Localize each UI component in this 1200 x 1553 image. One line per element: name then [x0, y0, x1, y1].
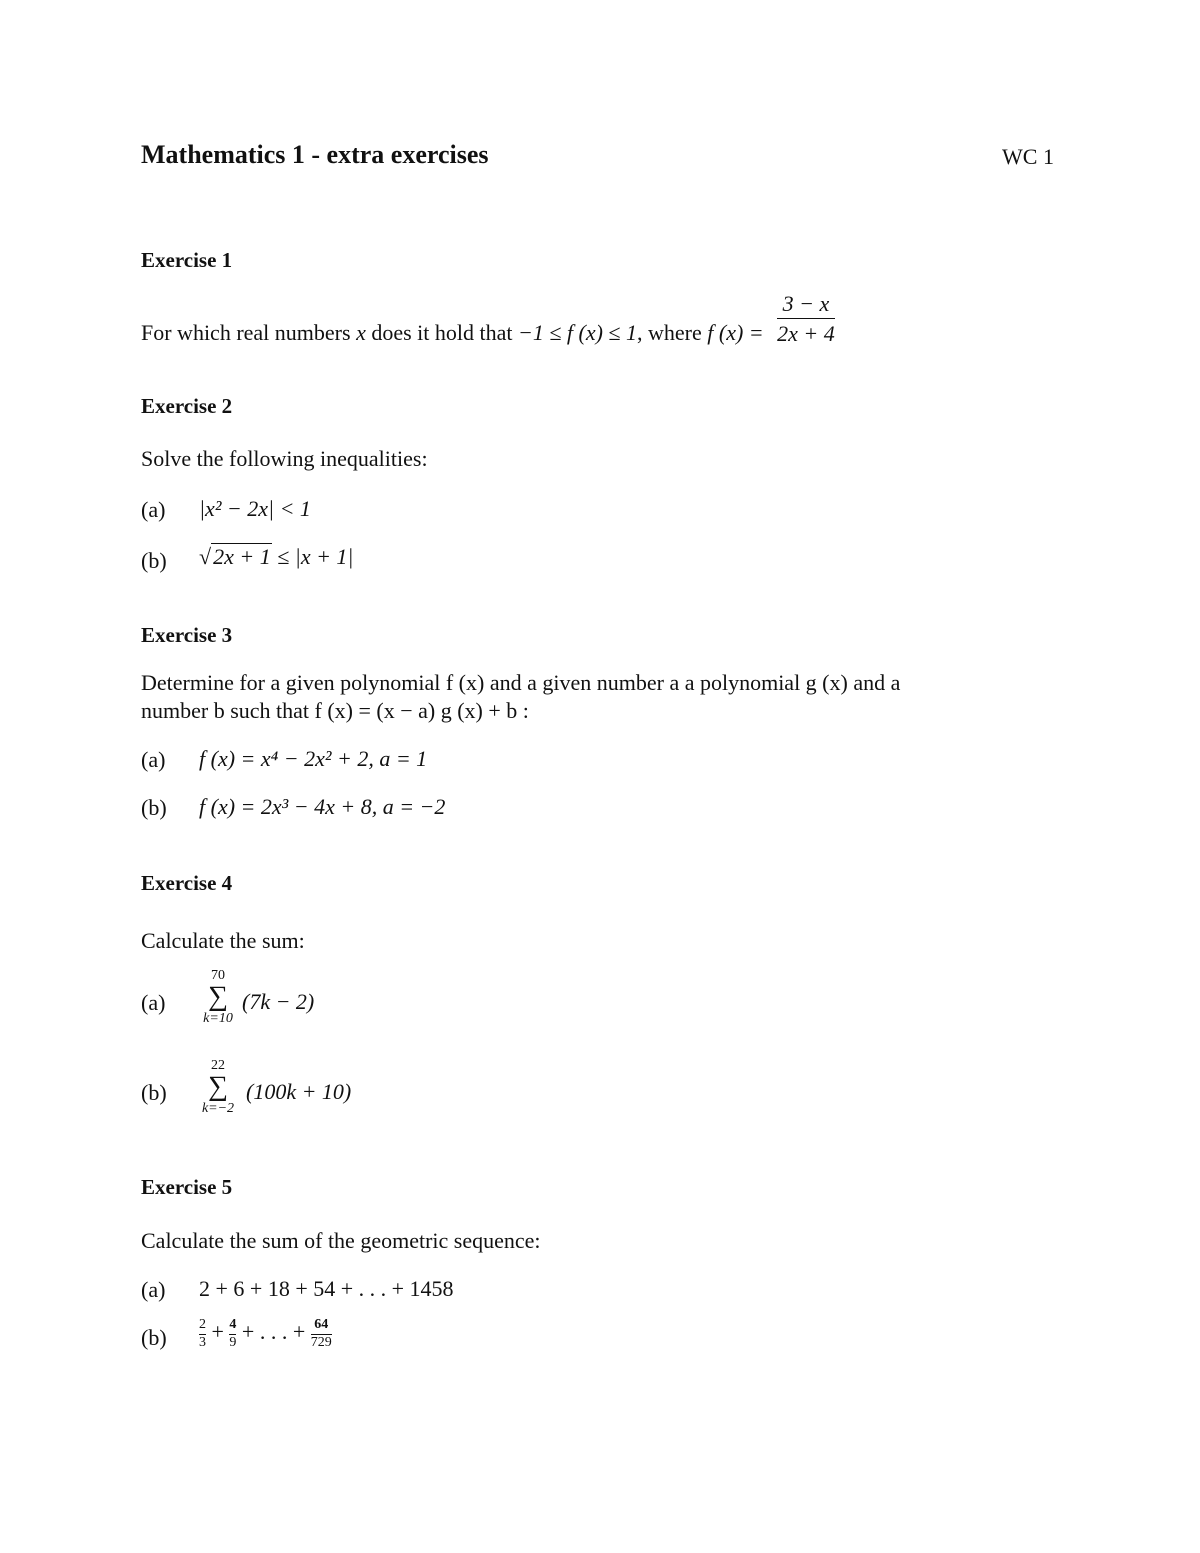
fraction-two-thirds	[199, 1318, 206, 1350]
sum-upper-limit: 70	[211, 968, 225, 983]
exercise-4-sum-a	[196, 968, 240, 1027]
fraction-denominator: 3	[199, 1334, 206, 1350]
fraction-numerator: 64	[314, 1317, 329, 1332]
exercise-2-label-b: (b)	[141, 548, 167, 573]
exercise-3-heading: Exercise 3	[141, 623, 233, 647]
exercise-2-expr-b-rest: ≤ |x + 1|	[277, 544, 354, 569]
exercise-4-heading: Exercise 4	[141, 871, 233, 895]
exercise-5-label-b: (b)	[141, 1325, 167, 1350]
exercise-1-var-x: x	[356, 319, 366, 345]
fraction-denominator: 2x + 4	[777, 321, 835, 347]
exercise-5-intro: Calculate the sum of the geometric sequence:	[141, 1228, 541, 1253]
exercise-3-expr-b: f (x) = 2x³ − 4x + 8, a = −2	[199, 794, 446, 819]
exercise-2-heading: Exercise 2	[141, 394, 233, 418]
exercise-4-label-b: (b)	[141, 1080, 167, 1105]
exercise-3-label-a: (a)	[141, 747, 166, 772]
exercise-1-f-lhs: f (x) =	[707, 319, 764, 345]
exercise-4-sum-b	[196, 1058, 240, 1117]
exercise-5-expr-b	[199, 1318, 332, 1350]
exercise-5-heading: Exercise 5	[141, 1175, 233, 1199]
ellipsis-term: + . . . +	[241, 1319, 306, 1345]
exercise-3-label-b: (b)	[141, 795, 167, 820]
exercise-1-text-a: For which real numbers	[141, 319, 357, 345]
fraction-bar	[777, 318, 835, 319]
fraction-denominator: 9	[229, 1334, 237, 1350]
fraction-numerator: 4	[229, 1317, 237, 1332]
exercise-2-intro: Solve the following inequalities:	[141, 446, 428, 471]
sum-lower-limit: k=10	[203, 1011, 233, 1027]
sigma-icon: ∑	[208, 1071, 228, 1103]
exercise-4-term-a: (7k − 2)	[242, 989, 315, 1014]
exercise-5-expr-a: 2 + 6 + 18 + 54 + . . . + 1458	[199, 1276, 454, 1301]
exercise-4-intro: Calculate the sum:	[141, 928, 305, 953]
sqrt-radicand: 2x + 1	[213, 544, 271, 569]
fraction-denominator: 729	[310, 1334, 332, 1350]
course-code: WC 1	[1002, 144, 1054, 169]
exercise-3-line-2: number b such that f (x) = (x − a) g (x) + b :	[141, 698, 529, 723]
exercise-1-statement	[141, 293, 835, 349]
sum-upper-limit: 22	[211, 1058, 225, 1073]
plus-sign: +	[211, 1319, 224, 1345]
exercise-2-expr-b	[199, 544, 353, 570]
fraction-four-ninths	[229, 1318, 236, 1350]
exercise-1-inequality: −1 ≤ f (x) ≤ 1	[517, 319, 638, 345]
exercise-1-fraction	[777, 291, 835, 347]
exercise-2-label-a: (a)	[141, 497, 166, 522]
exercise-5-label-a: (a)	[141, 1277, 166, 1302]
exercise-2-expr-a: |x² − 2x| < 1	[199, 496, 311, 521]
exercise-1-text-b: does it hold that	[365, 319, 518, 345]
sum-lower-limit: k=−2	[201, 1101, 235, 1117]
exercise-4-term-b: (100k + 10)	[246, 1079, 352, 1104]
exercise-1-heading: Exercise 1	[141, 248, 233, 272]
fraction-numerator: 3 − x	[782, 291, 830, 316]
sigma-icon: ∑	[208, 981, 228, 1013]
exercise-1-text-c: , where	[637, 319, 708, 345]
sqrt-icon: √	[199, 544, 212, 569]
fraction-numerator: 2	[199, 1317, 206, 1332]
fraction-last-term	[311, 1318, 332, 1350]
exercise-4-label-a: (a)	[141, 990, 166, 1015]
document-title: Mathematics 1 - extra exercises	[141, 140, 489, 169]
exercise-3-line-1: Determine for a given polynomial f (x) and a given number a a polynomial g (x) and a	[141, 670, 901, 695]
exercise-3-expr-a: f (x) = x⁴ − 2x² + 2, a = 1	[199, 746, 428, 771]
